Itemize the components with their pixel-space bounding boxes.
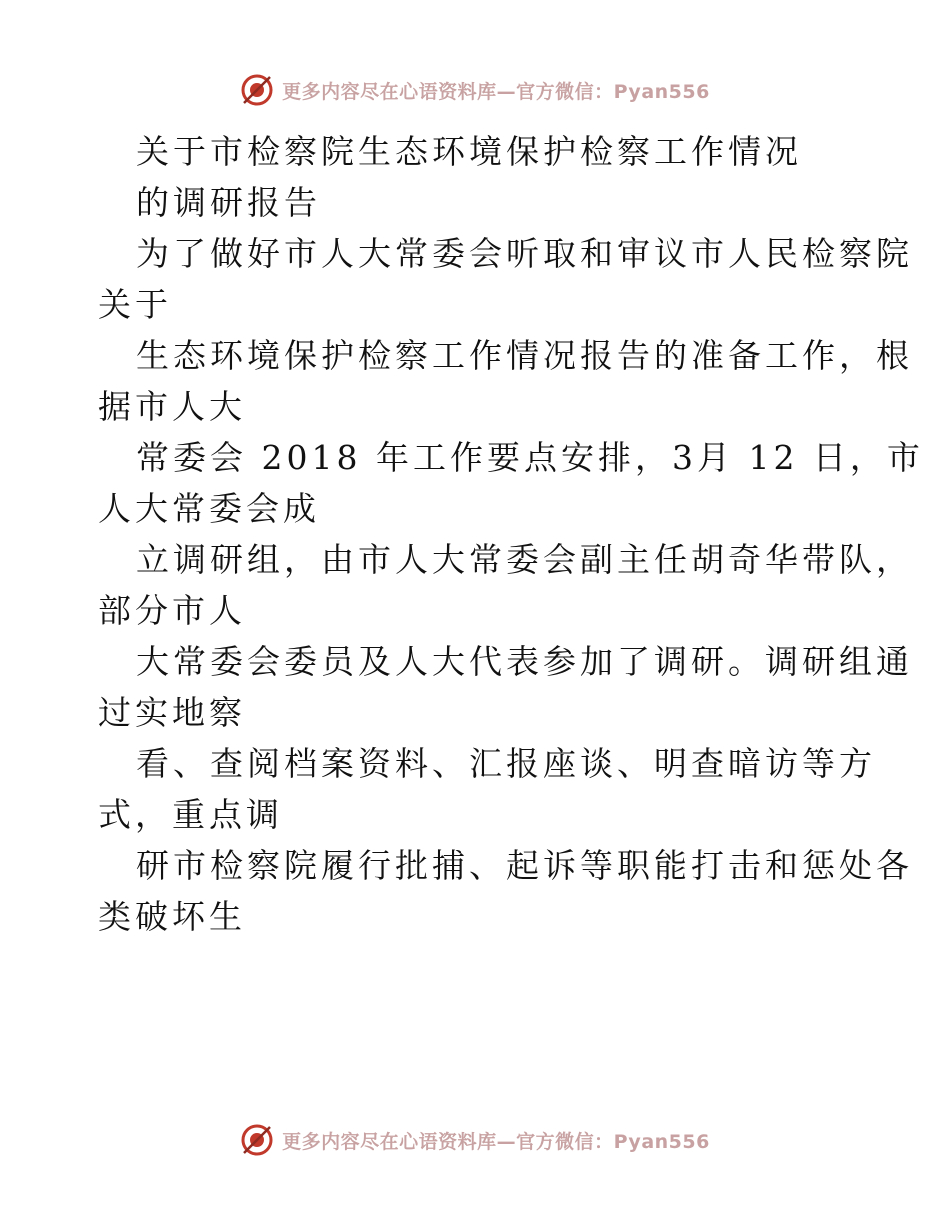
document-line: 人大常委会成 <box>98 489 320 528</box>
document-line: 式，重点调 <box>98 795 283 834</box>
document-line: 常委会 2018 年工作要点安排，3月 12 日，市 <box>136 438 924 477</box>
document-line: 部分市人 <box>98 591 246 630</box>
document-line: 看、查阅档案资料、汇报座谈、明查暗访等方 <box>136 744 876 783</box>
brand-logo-icon <box>240 1123 274 1157</box>
brand-logo-icon <box>240 73 274 107</box>
document-line: 生态环境保护检察工作情况报告的准备工作，根 <box>136 336 913 375</box>
watermark-text: 更多内容尽在心语资料库—官方微信：Pyan556 <box>282 1130 710 1153</box>
watermark-text: 更多内容尽在心语资料库—官方微信：Pyan556 <box>282 80 710 103</box>
document-line: 关于 <box>98 285 172 324</box>
document-line: 过实地察 <box>98 693 246 732</box>
document-line: 研市检察院履行批捕、起诉等职能打击和惩处各 <box>136 846 913 885</box>
document-line: 大常委会委员及人大代表参加了调研。调研组通 <box>136 642 913 681</box>
document-line: 立调研组，由市人大常委会副主任胡奇华带队， <box>136 540 913 579</box>
document-body <box>98 126 924 942</box>
document-line: 为了做好市人大常委会听取和审议市人民检察院 <box>136 234 913 273</box>
document-line: 类破坏生 <box>98 897 246 936</box>
header-watermark <box>0 72 950 108</box>
document-line: 据市人大 <box>98 387 246 426</box>
document-line: 的调研报告 <box>136 183 321 222</box>
footer-watermark <box>0 1122 950 1158</box>
document-line: 关于市检察院生态环境保护检察工作情况 <box>136 132 802 171</box>
